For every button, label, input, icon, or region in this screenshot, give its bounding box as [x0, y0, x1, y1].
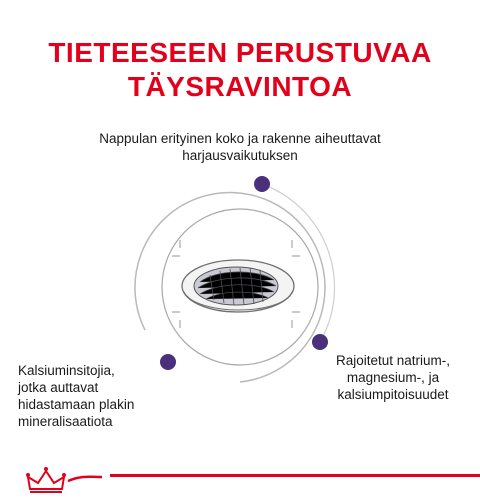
- royal-canin-crown-icon: [22, 465, 102, 495]
- footer-divider: [110, 474, 480, 477]
- caption-right-line-1: Rajoitetut natrium-,: [335, 353, 451, 368]
- caption-right-line-2: magnesium-, ja: [346, 370, 440, 385]
- kibble-illustration-icon: [182, 260, 294, 312]
- benefit-dot-top: [254, 176, 270, 192]
- caption-top-line-2: harjausvaikutuksen: [182, 148, 298, 163]
- caption-right-line-3: kalsiumpitoisuudet: [337, 387, 449, 402]
- caption-top-line-1: Nappulan erityinen koko ja rakenne aiheuttavat: [99, 131, 381, 146]
- caption-left-line-1: Kalsiuminsitojia,: [18, 363, 115, 378]
- caption-right: [318, 352, 468, 403]
- caption-left-line-4: mineralisaatiota: [18, 414, 113, 429]
- benefit-dot-right: [312, 334, 328, 350]
- outer-ring-arc-right: [262, 184, 335, 342]
- caption-left-line-2: jotka auttavat: [18, 380, 99, 395]
- title-line-1: TIETEESEEN PERUSTUVAA: [48, 37, 432, 68]
- title-line-2: TÄYSRAVINTOA: [127, 71, 353, 102]
- caption-left-line-3: hidastamaan plakin: [18, 397, 135, 412]
- caption-left: [18, 362, 168, 430]
